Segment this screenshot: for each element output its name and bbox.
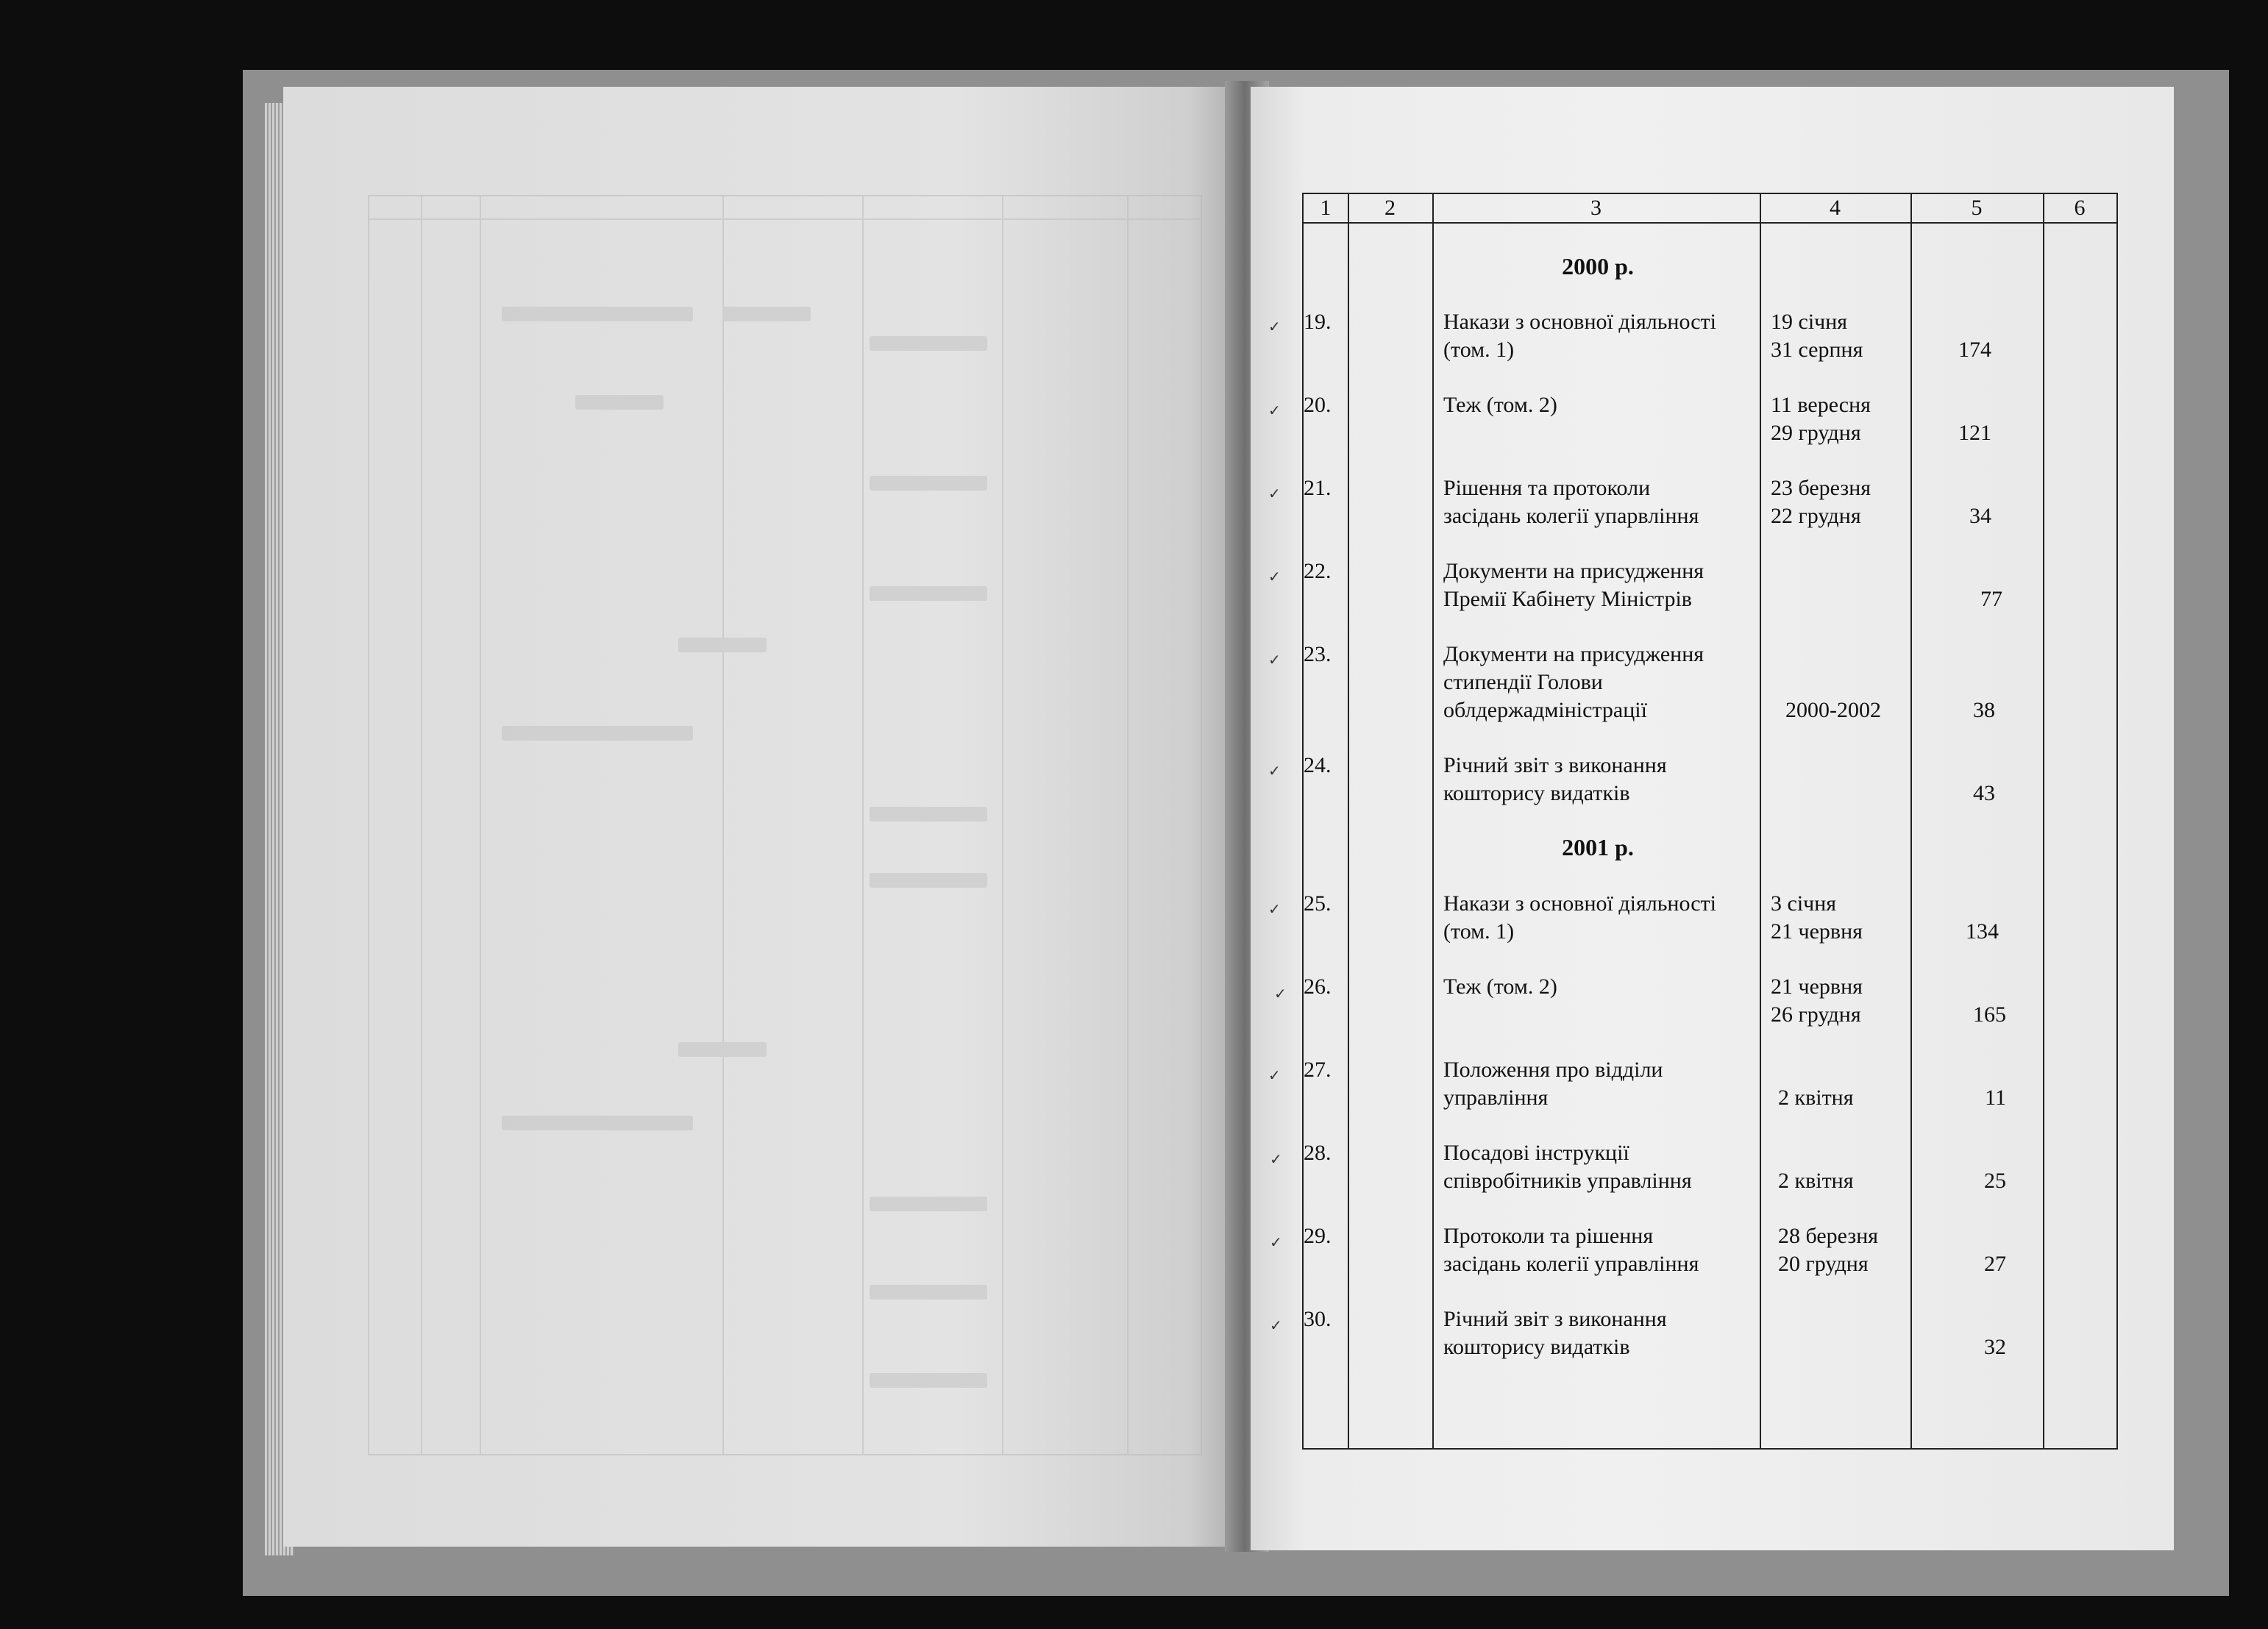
check-mark-icon: ✓ — [1268, 762, 1281, 780]
item-title: (том. 1) — [1443, 919, 1515, 944]
item-title: стипендії Голови — [1443, 670, 1603, 694]
item-pages: 77 — [1980, 587, 2002, 611]
item-number: 24. — [1304, 753, 1332, 777]
item-title: кошторису видатків — [1443, 781, 1630, 805]
item-title: засідань колегії управління — [1443, 1252, 1699, 1276]
item-date: 21 червня — [1771, 919, 1863, 944]
item-title: Рішення та протоколи — [1443, 476, 1651, 500]
item-number: 25. — [1304, 891, 1332, 916]
check-mark-icon: ✓ — [1270, 1233, 1282, 1251]
item-number: 26. — [1304, 974, 1332, 999]
item-number: 21. — [1304, 476, 1332, 500]
check-mark-icon: ✓ — [1268, 318, 1281, 335]
item-pages: 11 — [1985, 1086, 2006, 1110]
item-title: Посадові інструкції — [1443, 1141, 1629, 1165]
column-header-3: 3 — [1590, 196, 1602, 220]
item-date: 21 червня — [1771, 974, 1863, 999]
check-mark-icon: ✓ — [1268, 651, 1281, 669]
item-title: (том. 1) — [1443, 338, 1515, 362]
item-title: Річний звіт з виконання — [1443, 753, 1667, 777]
item-date: 22 грудня — [1771, 504, 1861, 528]
check-mark-icon: ✓ — [1270, 1316, 1282, 1334]
check-mark-icon: ✓ — [1268, 900, 1281, 918]
item-pages: 27 — [1984, 1252, 2006, 1276]
item-date: 2 квітня — [1778, 1086, 1854, 1110]
item-title: співробітників управління — [1443, 1169, 1692, 1193]
check-mark-icon: ✓ — [1268, 568, 1281, 585]
item-title: Річний звіт з виконання — [1443, 1307, 1667, 1331]
check-mark-icon: ✓ — [1268, 402, 1281, 419]
item-date: 31 серпня — [1771, 338, 1863, 362]
item-title: Протоколи та рішення — [1443, 1224, 1654, 1248]
column-header-4: 4 — [1830, 196, 1841, 220]
item-date: 2000-2002 — [1785, 698, 1881, 722]
item-title: Теж (том. 2) — [1443, 974, 1557, 999]
item-date: 26 грудня — [1771, 1002, 1861, 1027]
item-title: облдержадміністрації — [1443, 698, 1647, 722]
check-mark-icon: ✓ — [1274, 985, 1287, 1002]
item-pages: 121 — [1958, 421, 1991, 445]
item-title: Документи на присудження — [1443, 642, 1704, 666]
item-title: Положення про відділи — [1443, 1058, 1663, 1082]
item-number: 23. — [1304, 642, 1332, 666]
check-mark-icon: ✓ — [1268, 485, 1281, 502]
item-title: засідань колегії упарвління — [1443, 504, 1699, 528]
item-pages: 25 — [1984, 1169, 2006, 1193]
item-pages: 174 — [1958, 338, 1991, 362]
item-pages: 34 — [1969, 504, 1991, 528]
column-header-5: 5 — [1971, 196, 1983, 220]
item-title: Документи на присудження — [1443, 559, 1704, 583]
item-pages: 165 — [1973, 1002, 2006, 1027]
item-pages: 38 — [1973, 698, 1995, 722]
item-title: Теж (том. 2) — [1443, 393, 1557, 417]
item-date: 20 грудня — [1778, 1252, 1869, 1276]
item-title: управління — [1443, 1086, 1549, 1110]
item-date: 3 січня — [1771, 891, 1837, 916]
item-date: 19 січня — [1771, 310, 1848, 334]
item-number: 22. — [1304, 559, 1332, 583]
item-date: 29 грудня — [1771, 421, 1861, 445]
column-header-2: 2 — [1384, 196, 1396, 220]
bleed-through-table — [368, 195, 1202, 1455]
item-title: кошторису видатків — [1443, 1335, 1630, 1359]
item-number: 30. — [1304, 1307, 1332, 1331]
item-date: 11 вересня — [1771, 393, 1871, 417]
item-date: 23 березня — [1771, 476, 1871, 500]
item-date: 28 березня — [1778, 1224, 1879, 1248]
check-mark-icon: ✓ — [1268, 1066, 1281, 1084]
item-number: 19. — [1304, 310, 1332, 334]
column-header-1: 1 — [1320, 196, 1332, 220]
item-title: Накази з основної діяльності — [1443, 310, 1716, 334]
item-pages: 32 — [1984, 1335, 2006, 1359]
item-title: Премії Кабінету Міністрів — [1443, 587, 1692, 611]
check-mark-icon: ✓ — [1270, 1150, 1282, 1168]
item-title: Накази з основної діяльності — [1443, 891, 1716, 916]
item-number: 29. — [1304, 1224, 1332, 1248]
item-pages: 43 — [1973, 781, 1995, 805]
item-date: 2 квітня — [1778, 1169, 1854, 1193]
column-header-6: 6 — [2074, 196, 2086, 220]
item-number: 27. — [1304, 1058, 1332, 1082]
item-number: 20. — [1304, 393, 1332, 417]
item-number: 28. — [1304, 1141, 1332, 1165]
inventory-table — [1268, 193, 2118, 1450]
year-heading-2000: 2000 р. — [1562, 253, 1634, 279]
item-pages: 134 — [1966, 919, 1999, 944]
year-heading-2001: 2001 р. — [1562, 834, 1634, 860]
